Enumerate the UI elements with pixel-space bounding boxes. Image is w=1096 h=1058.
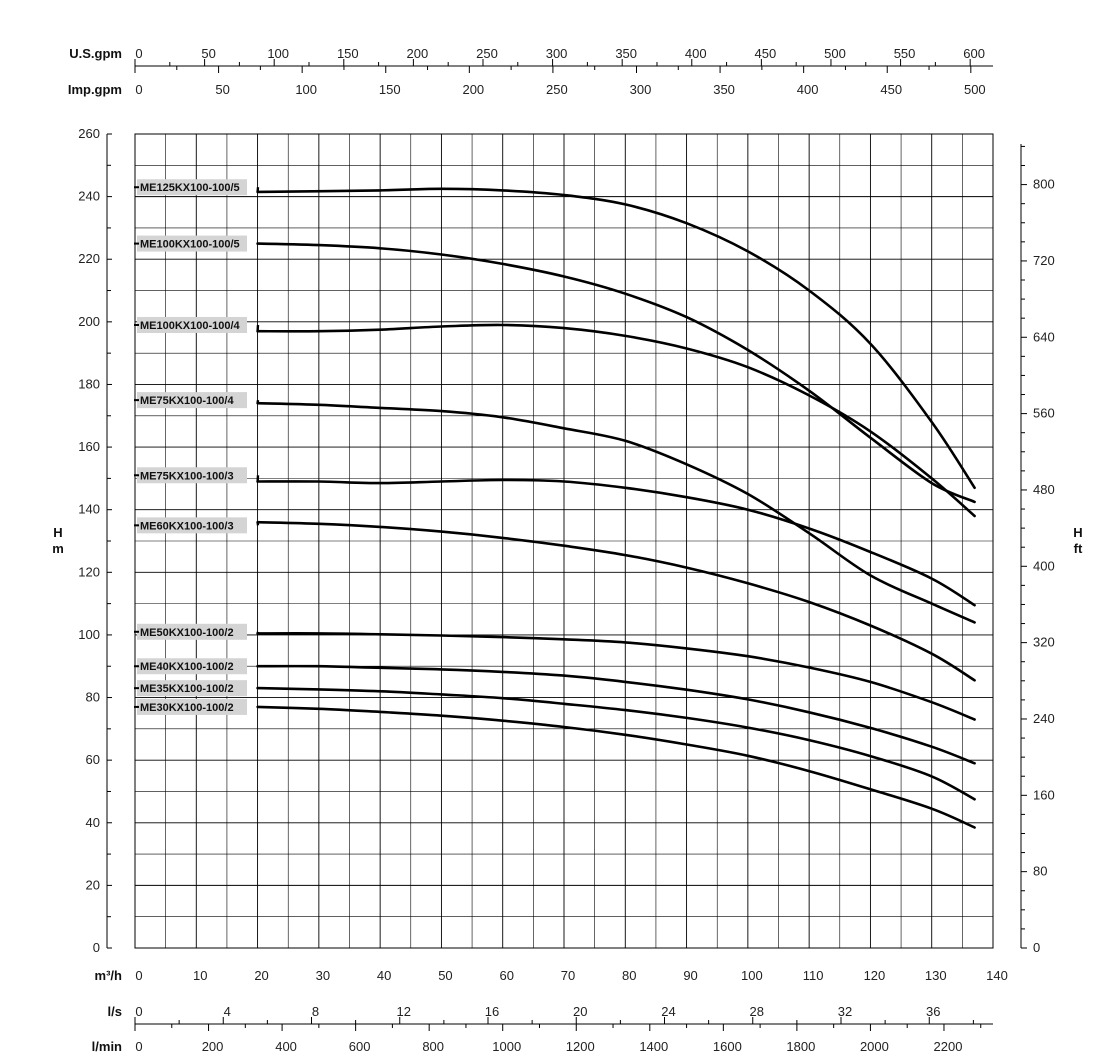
secondary-tick-label: 1200 bbox=[565, 1039, 595, 1054]
secondary-tick-label: 550 bbox=[893, 46, 916, 61]
x-tick-label: 100 bbox=[741, 968, 763, 983]
y-left-tick-label: 260 bbox=[78, 126, 100, 141]
secondary-axis-label: l/s bbox=[107, 1004, 122, 1019]
x-tick-label: 90 bbox=[683, 968, 698, 983]
y-left-tick-label: 240 bbox=[78, 188, 100, 204]
secondary-tick-label: 0 bbox=[135, 1004, 143, 1019]
x-tick-label: 110 bbox=[802, 968, 824, 983]
secondary-tick-label: 350 bbox=[713, 82, 735, 97]
x-tick-label: 70 bbox=[560, 968, 576, 983]
y-left-tick-label: 100 bbox=[78, 626, 100, 642]
secondary-tick-label: 50 bbox=[201, 46, 216, 61]
x-tick-label: 30 bbox=[315, 968, 331, 983]
secondary-tick-label: 2000 bbox=[859, 1039, 889, 1054]
secondary-tick-label: 1600 bbox=[712, 1039, 742, 1054]
secondary-tick-label: 150 bbox=[336, 46, 359, 61]
secondary-tick-label: 50 bbox=[215, 82, 230, 97]
secondary-tick-label: 28 bbox=[749, 1004, 764, 1019]
curve-label-text: ME60KX100-100/3 bbox=[140, 520, 234, 533]
curve-ME125KX100-100/5 bbox=[258, 189, 975, 488]
curve-label-text: ME100KX100-100/5 bbox=[140, 238, 240, 251]
curve-ME30KX100-100/2 bbox=[258, 707, 975, 828]
y-left-tick-label: 220 bbox=[78, 251, 100, 267]
secondary-tick-label: 350 bbox=[615, 46, 638, 61]
x-tick-label: 0 bbox=[135, 968, 143, 983]
secondary-tick-label: 250 bbox=[476, 46, 498, 61]
y-left-tick-label: 200 bbox=[78, 313, 100, 329]
secondary-tick-label: 400 bbox=[684, 46, 707, 61]
y-right-tick-label: 560 bbox=[1033, 405, 1055, 421]
x-tick-label: 60 bbox=[499, 968, 514, 983]
secondary-tick-label: 36 bbox=[926, 1004, 941, 1019]
curve-label-text: ME75KX100-100/4 bbox=[140, 395, 234, 408]
y-left-tick-label: 180 bbox=[78, 376, 100, 392]
secondary-tick-label: 400 bbox=[796, 82, 819, 97]
secondary-tick-label: 300 bbox=[629, 82, 652, 97]
y-right-tick-label: 720 bbox=[1033, 252, 1055, 268]
secondary-tick-label: 600 bbox=[348, 1039, 371, 1054]
curve-label bbox=[134, 624, 247, 640]
y-right-axis-label: H bbox=[1073, 525, 1083, 540]
secondary-tick-label: 100 bbox=[295, 82, 318, 97]
curve-label bbox=[134, 680, 247, 696]
curve-label-text: ME50KX100-100/2 bbox=[140, 626, 234, 639]
secondary-tick-label: 200 bbox=[406, 46, 429, 61]
secondary-tick-label: 200 bbox=[462, 82, 485, 97]
curve-label-text: ME125KX100-100/5 bbox=[140, 182, 240, 195]
curve-label-text: ME100KX100-100/4 bbox=[140, 319, 240, 332]
secondary-axis-label: U.S.gpm bbox=[69, 46, 122, 61]
curve-label bbox=[134, 392, 247, 408]
secondary-tick-label: 500 bbox=[963, 82, 986, 97]
secondary-tick-label: 800 bbox=[422, 1039, 445, 1054]
x-tick-label: 130 bbox=[924, 968, 947, 983]
y-left-tick-label: 60 bbox=[85, 752, 100, 768]
secondary-tick-label: 450 bbox=[754, 46, 777, 61]
y-right-tick-label: 240 bbox=[1033, 710, 1055, 726]
secondary-tick-label: 1000 bbox=[492, 1039, 522, 1054]
secondary-tick-label: 0 bbox=[135, 82, 143, 97]
axes bbox=[52, 46, 1083, 1054]
y-right-tick-label: 320 bbox=[1033, 634, 1055, 650]
secondary-tick-label: 32 bbox=[837, 1004, 853, 1019]
x-tick-label: 40 bbox=[376, 968, 392, 983]
y-right-tick-label: 480 bbox=[1033, 481, 1055, 497]
curves bbox=[258, 187, 975, 827]
secondary-tick-label: 24 bbox=[661, 1004, 676, 1019]
secondary-tick-label: 20 bbox=[573, 1004, 588, 1019]
y-left-tick-label: 140 bbox=[78, 501, 100, 517]
secondary-tick-label: 1800 bbox=[786, 1039, 816, 1054]
curve-ME50KX100-100/2 bbox=[258, 633, 975, 719]
secondary-tick-label: 0 bbox=[135, 46, 143, 61]
y-right-axis-unit: ft bbox=[1073, 541, 1083, 556]
curve-label bbox=[134, 699, 247, 715]
y-left-tick-label: 80 bbox=[85, 689, 100, 705]
curve-ME60KX100-100/3 bbox=[258, 522, 975, 680]
y-left-tick-label: 20 bbox=[85, 877, 100, 893]
y-left-tick-label: 160 bbox=[78, 439, 100, 455]
curve-label-text: ME35KX100-100/2 bbox=[140, 683, 234, 696]
secondary-tick-label: 400 bbox=[275, 1039, 297, 1054]
y-left-tick-label: 0 bbox=[92, 940, 100, 955]
x-tick-label: 10 bbox=[193, 968, 208, 983]
secondary-tick-label: 150 bbox=[378, 82, 401, 97]
secondary-tick-label: 8 bbox=[311, 1004, 320, 1019]
x-tick-label: 50 bbox=[438, 968, 453, 983]
secondary-tick-label: 16 bbox=[484, 1004, 500, 1019]
x-tick-label: 140 bbox=[986, 968, 1008, 983]
secondary-tick-label: 300 bbox=[545, 46, 568, 61]
secondary-tick-label: 12 bbox=[396, 1004, 411, 1019]
curve-ME35KX100-100/2 bbox=[258, 688, 975, 799]
y-left-tick-label: 40 bbox=[85, 814, 100, 830]
secondary-tick-label: 2200 bbox=[933, 1039, 963, 1054]
curve-label-text: ME75KX100-100/3 bbox=[140, 470, 234, 483]
y-left-axis-label: H bbox=[53, 525, 63, 540]
curve-ME100KX100-100/5 bbox=[258, 244, 975, 502]
curve-label bbox=[134, 658, 247, 674]
secondary-tick-label: 450 bbox=[880, 82, 903, 97]
x-axis-label: m³/h bbox=[94, 968, 122, 983]
y-right-tick-label: 800 bbox=[1033, 176, 1055, 192]
curve-label bbox=[134, 236, 247, 252]
y-right-tick-label: 640 bbox=[1033, 329, 1055, 345]
y-right-tick-label: 160 bbox=[1033, 787, 1055, 803]
x-tick-label: 120 bbox=[863, 968, 886, 983]
x-tick-label: 20 bbox=[254, 968, 269, 983]
y-left-tick-label: 120 bbox=[78, 564, 100, 580]
secondary-tick-label: 1400 bbox=[639, 1039, 669, 1054]
y-right-tick-label: 400 bbox=[1033, 558, 1055, 574]
secondary-tick-label: 200 bbox=[201, 1039, 224, 1054]
curve-ME75KX100-100/3 bbox=[258, 480, 975, 605]
curve-label bbox=[134, 517, 247, 533]
curve-label bbox=[134, 467, 247, 483]
curve-label bbox=[134, 317, 247, 333]
y-right-tick-label: 0 bbox=[1033, 940, 1041, 955]
curve-label bbox=[134, 179, 247, 195]
secondary-tick-label: 0 bbox=[135, 1039, 143, 1054]
secondary-tick-label: 250 bbox=[546, 82, 568, 97]
y-right-tick-label: 80 bbox=[1033, 863, 1048, 879]
secondary-axis-label: Imp.gpm bbox=[67, 82, 122, 97]
secondary-tick-label: 4 bbox=[223, 1004, 231, 1019]
curve-label-text: ME30KX100-100/2 bbox=[140, 701, 234, 714]
secondary-axis-label: l/min bbox=[91, 1039, 122, 1054]
secondary-tick-label: 500 bbox=[824, 46, 846, 61]
secondary-tick-label: 600 bbox=[963, 46, 986, 61]
y-left-axis-unit: m bbox=[52, 541, 64, 556]
secondary-tick-label: 100 bbox=[267, 46, 290, 61]
grid bbox=[135, 134, 993, 948]
curve-label-text: ME40KX100-100/2 bbox=[140, 661, 234, 674]
x-tick-label: 80 bbox=[622, 968, 637, 983]
